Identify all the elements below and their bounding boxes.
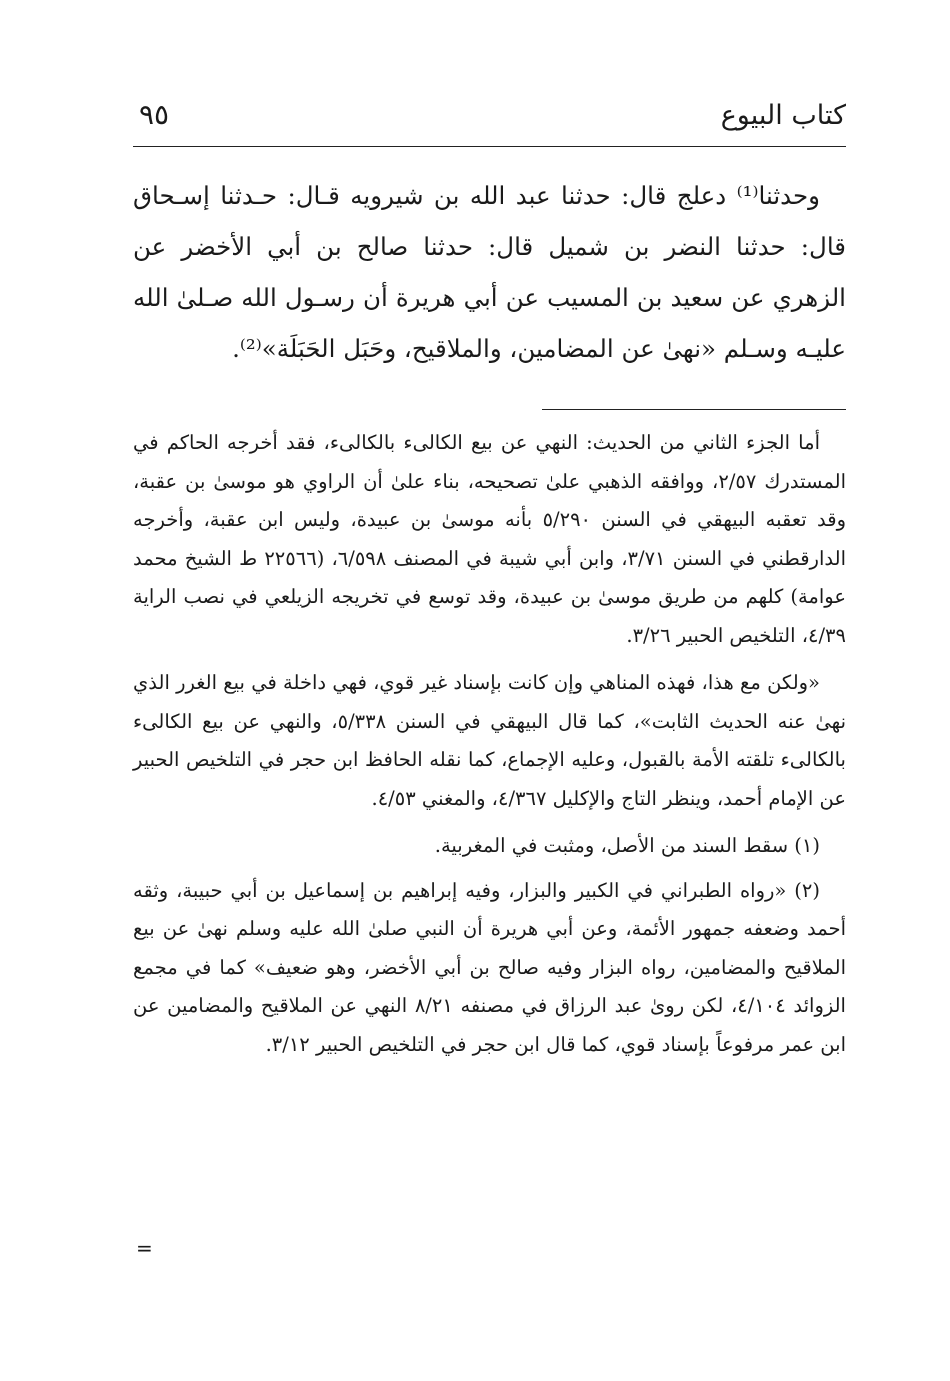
footnote-2: (٢) «رواه الطبراني في الكبير والبزار، وفيه إبراهيم بن إسماعيل بن أبي حبيبة، وثقه أحمد وضعفه جمهور الأئمة، وعن أبي هريرة أن النبي صلىٰ الله عليه وسلم نهىٰ عن بيع الملاقيح والمضامين، رواه البزار وفيه صالح بن أبي الأخضر، وهو ضعيف» كما في مجمع الزوائد ٤/١٠٤، لكن روىٰ عبد الرزاق في مصنفه ٨/٢١ النهي عن الملاقيح والمضامين عن ابن عمر مرفوعاً بإسناد قوي، كما قال ابن حجر في التلخيص الحبير ٣/١٢. (133, 878, 846, 1056)
hadith-paragraph: وحدثنا⁽¹⁾ دعلج قال: حدثنا عبد الله بن شيرويه قـال: حـدثنا إسـحاق قال: حدثنا النضر بن شميل قال: حدثنا صالح بن أبي الأخضر عن الزهري عن سعيد بن المسيب عن أبي هريرة أن رسـول الله صـلىٰ الله عليـه وسـلم «نهىٰ عن المضامين، والملاقيح، وحَبَل الحَبَلَة»⁽²⁾. (133, 181, 846, 363)
footnote-separator (542, 409, 846, 410)
footnote-1: (١) سقط السند من الأصل، ومثبت في المغربية. (434, 834, 820, 857)
footnotes-section (133, 424, 846, 1073)
footnote-continuation-paragraph: أما الجزء الثاني من الحديث: النهي عن بيع الكالىء بالكالىء، فقد أخرجه الحاكم في المستدرك ٢/٥٧، ووافقه الذهبي علىٰ تصحيحه، بناء علىٰ أن الراوي هو موسىٰ بن عقبة، وقد تعقبه البيهقي في السنن ٥/٢٩٠ بأنه موسىٰ بن عبيدة، وليس ابن عقبة، وأخرجه الدارقطني في السنن ٣/٧١، وابن أبي شيبة في المصنف ٦/٥٩٨، (٢٢٥٦٦ ط الشيخ محمد عوامة) كلهم من طريق موسىٰ بن عبيدة، وقد توسع في تخريجه الزيلعي في نصب الراية ٤/٣٩، التلخيص الحبير ٣/٢٦. (133, 431, 847, 647)
main-text (133, 170, 846, 374)
page-number: ٩٥ (139, 98, 170, 131)
running-header (133, 96, 846, 147)
footnote-continuation-paragraph: «ولكن مع هذا، فهذه المناهي وإن كانت بإسناد غير قوي، فهي داخلة في بيع الغرر الذي نهىٰ عنه الحديث الثابت»، كما قال البيهقي في السنن ٥/٣٣٨، والنهي عن بيع الكالىء بالكالىء تلقته الأمة بالقبول، وعليه الإجماع، كما نقله الحافظ ابن حجر في التلخيص الحبير عن الإمام أحمد، وينظر التاج والإكليل ٤/٣٦٧، والمغني ٤/٥٣. (133, 671, 847, 810)
footnote-continuation-mark: = (136, 1236, 153, 1260)
book-title: كتاب البيوع (720, 100, 846, 131)
